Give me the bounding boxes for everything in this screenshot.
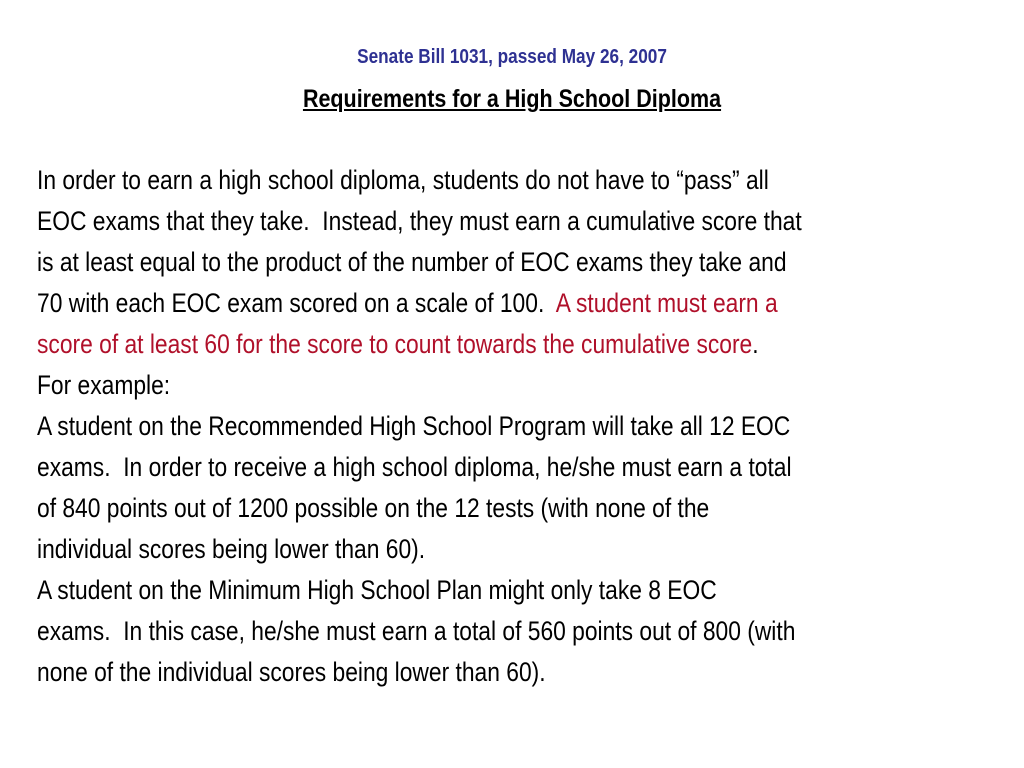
- slide-subtitle: Senate Bill 1031, passed May 26, 2007: [357, 46, 667, 68]
- paragraph-line: EOC exams that they take. Instead, they must earn a cumulative score that: [37, 206, 802, 236]
- example-label: For example:: [37, 370, 171, 400]
- example-1-line: A student on the Recommended High School Program will take all 12 EOC: [37, 411, 791, 441]
- example-2-line: none of the individual scores being lower than 60).: [37, 657, 546, 687]
- paragraph-text: 70 with each EOC exam scored on a scale of 100.: [37, 288, 556, 318]
- highlighted-requirement: A student must earn a: [555, 288, 778, 318]
- example-1-line: individual scores being lower than 60).: [37, 534, 426, 564]
- slide-title: Requirements for a High School Diploma: [302, 85, 722, 113]
- paragraph-line: is at least equal to the product of the number of EOC exams they take and: [37, 247, 787, 277]
- slide-body: [37, 160, 983, 693]
- example-2-line: A student on the Minimum High School Plan might only take 8 EOC: [37, 575, 717, 605]
- example-1-line: exams. In order to receive a high school diploma, he/she must earn a total: [37, 452, 792, 482]
- example-1-line: of 840 points out of 1200 possible on the 12 tests (with none of the: [37, 493, 710, 523]
- example-2-line: exams. In this case, he/she must earn a total of 560 points out of 800 (with: [37, 616, 796, 646]
- paragraph-line: [37, 324, 983, 365]
- highlighted-requirement: score of at least 60 for the score to count towards the cumulative score: [37, 329, 753, 359]
- paragraph-line: In order to earn a high school diploma, students do not have to “pass” all: [37, 165, 769, 195]
- paragraph-line: [37, 283, 983, 324]
- paragraph-text: .: [752, 329, 759, 359]
